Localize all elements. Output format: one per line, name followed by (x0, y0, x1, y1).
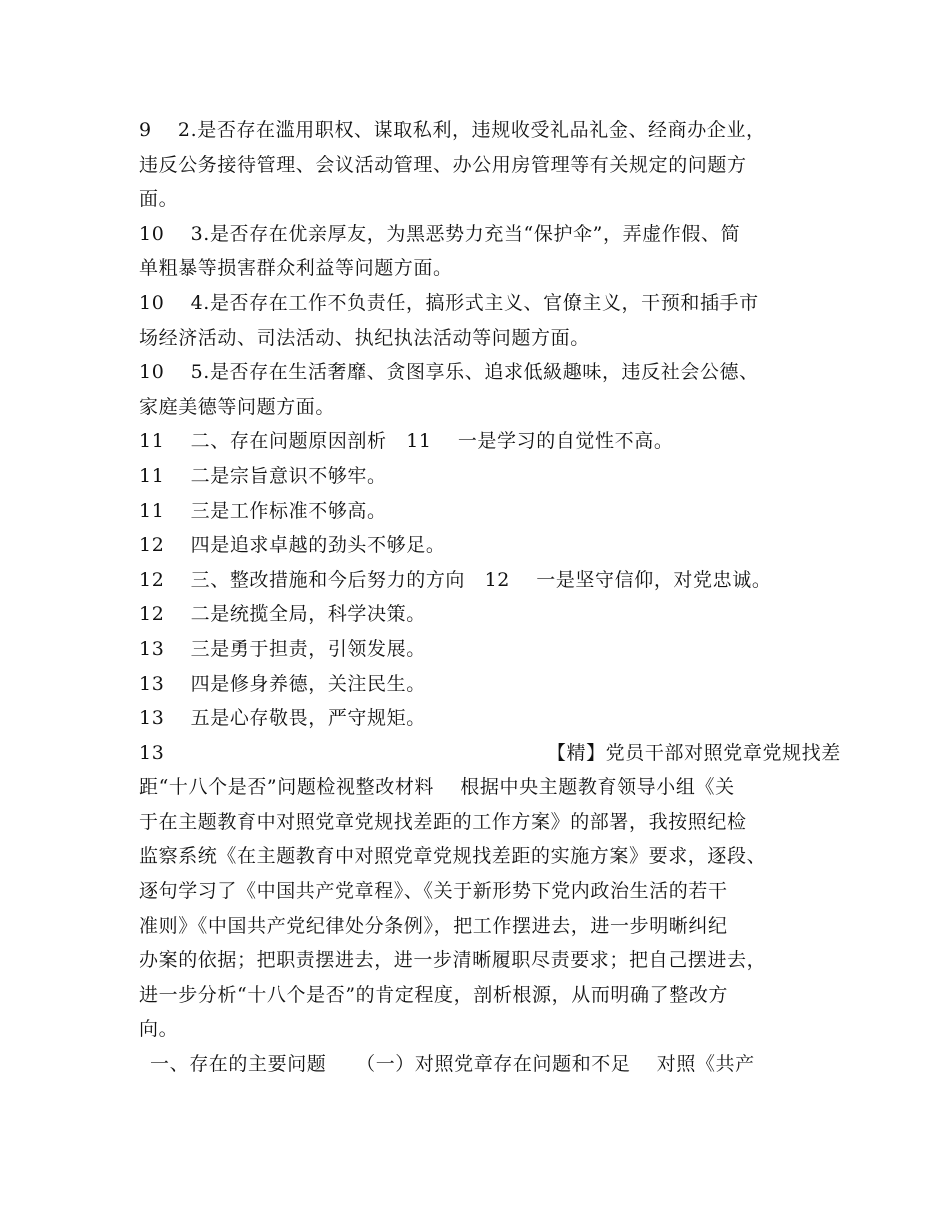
text-line-6: 10 4.是否存在工作不负责任，搞形式主义、官僚主义，干预和插手市 (139, 291, 759, 314)
text-line-9: 家庭美德等问题方面。 (139, 395, 336, 418)
text-line-23: 逐句学习了《中国共产党章程》、《关于新形势下党内政治生活的若干 (139, 880, 728, 903)
text-line-21: 于在主题教育中对照党章党规找差距的工作方案》的部署，我按照纪检 (139, 810, 747, 833)
text-line-17: 13 四是修身养德，关注民生。 (139, 672, 426, 695)
text-line-11: 11 二是宗旨意识不够牢。 (139, 464, 387, 487)
text-line-28: 一、存在的主要问题 （一）对照党章存在问题和不足 对照《共产 (150, 1053, 755, 1076)
text-line-3: 面。 (139, 188, 179, 211)
text-line-18: 13 五是心存敬畏，严守规矩。 (139, 707, 426, 730)
text-line-13: 12 四是追求卓越的劲头不够足。 (139, 534, 446, 557)
text-line-27: 向。 (139, 1018, 179, 1041)
text-line-14: 12 三、整改措施和今后努力的方向 12 一是坚守信仰，对党忠诚。 (139, 568, 772, 591)
text-line-1: 9 2.是否存在滥用职权、谋取私利，违规收受礼品礼金、经商办企业， (139, 119, 766, 141)
text-line-7: 场经济活动、司法活动、执纪执法活动等问题方面。 (139, 326, 590, 349)
text-line-12: 11 三是工作标准不够高。 (139, 499, 387, 522)
text-line-2: 违反公务接待管理、会议活动管理、办公用房管理等有关规定的问题方 (139, 153, 747, 176)
text-line-5: 单粗暴等损害群众利益等问题方面。 (139, 257, 453, 280)
text-line-4: 10 3.是否存在优亲厚友，为黑恶势力充当“保护伞”，弄虚作假、简 (139, 222, 741, 245)
text-line-15: 12 二是统揽全局，科学决策。 (139, 603, 426, 626)
document-body (139, 113, 841, 1082)
text-line-20: 距“十八个是否”问题检视整改材料 根据中央主题教育领导小组《关 (139, 776, 735, 799)
text-line-26: 进一步分析“十八个是否”的肯定程度，剖析根源，从而明确了整改方 (139, 983, 729, 1006)
text-line-19: 13 【精】党员干部对照党章党规找差 (139, 741, 841, 764)
text-line-8: 10 5.是否存在生活奢靡、贪图享乐、追求低級趣味，违反社会公德、 (139, 361, 759, 384)
text-line-16: 13 三是勇于担责，引领发展。 (139, 637, 426, 660)
text-line-22: 监察系统《在主题教育中对照党章党规找差距的实施方案》要求，逐段、 (139, 845, 767, 868)
text-line-25: 办案的依据；把职责摆进去，进一步清晰履职尽责要求；把自己摆进去， (139, 949, 767, 972)
text-line-24: 准则》《中国共产党纪律处分条例》，把工作摆进去，进一步明晰纠纪 (139, 914, 728, 937)
text-line-10: 11 二、存在问题原因剖析 11 一是学习的自觉性不高。 (139, 430, 674, 453)
